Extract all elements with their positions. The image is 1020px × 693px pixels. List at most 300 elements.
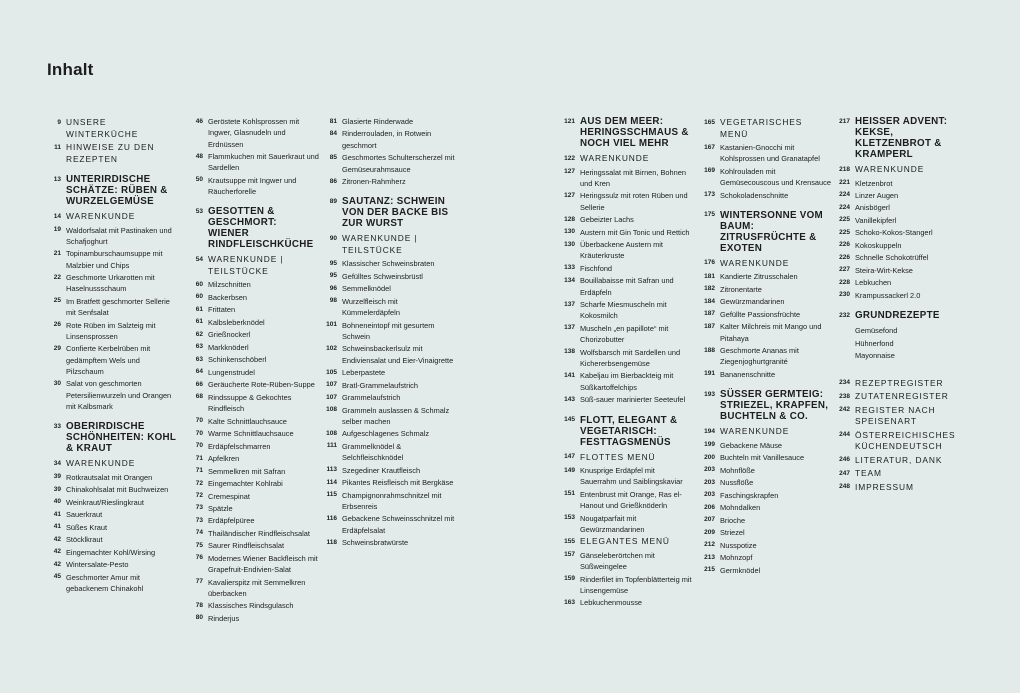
toc-section-title: ÖSTERREICHISCHES KÜCHENDEUTSCH bbox=[855, 429, 956, 452]
toc-recipe bbox=[189, 503, 319, 514]
toc-section-title: WARENKUNDE | TEILSTÜCKE bbox=[342, 233, 418, 255]
toc-section-title: WARENKUNDE bbox=[66, 211, 136, 221]
toc-recipe bbox=[700, 142, 832, 165]
page-number: 230 bbox=[839, 291, 850, 299]
toc-recipe bbox=[189, 379, 319, 390]
toc-recipe-title: Grammelknödel & Selchfleischknödel bbox=[342, 441, 404, 463]
toc-recipe-title: Vanillekipferl bbox=[855, 215, 897, 225]
toc-recipe bbox=[47, 320, 179, 343]
toc-recipe bbox=[189, 428, 319, 439]
page-number: 74 bbox=[195, 529, 203, 537]
toc-recipe bbox=[560, 574, 692, 597]
toc-recipe-title: Cremespinat bbox=[208, 491, 250, 501]
toc-chapter-title: GRUNDREZEPTE bbox=[855, 310, 940, 322]
page-number: 73 bbox=[195, 516, 203, 524]
page-number: 122 bbox=[564, 154, 575, 162]
page-number: 101 bbox=[326, 321, 337, 329]
page-number: 72 bbox=[195, 479, 203, 487]
page-number: 98 bbox=[329, 297, 337, 305]
toc-section-title: TEAM bbox=[855, 468, 882, 479]
toc-recipe-title: Thailändischer Rindfleischsalat bbox=[208, 528, 310, 538]
toc-section bbox=[700, 258, 832, 270]
toc-recipe bbox=[700, 452, 832, 463]
toc-recipe bbox=[560, 263, 692, 274]
toc-recipe-title: Geschmorte Urkarotten mit Haselnussschaum bbox=[66, 273, 155, 294]
toc-recipe-title: Rotkrautsalat mit Orangen bbox=[66, 472, 153, 482]
toc-recipe bbox=[700, 540, 832, 551]
toc-recipe-title: Kalter Milchreis mit Mango und Pitahaya bbox=[720, 322, 822, 343]
toc-section bbox=[47, 117, 179, 140]
toc-recipe bbox=[836, 240, 971, 251]
toc-recipe bbox=[836, 265, 971, 276]
toc-recipe bbox=[189, 491, 319, 502]
toc-recipe bbox=[560, 394, 692, 405]
page-number: 221 bbox=[839, 179, 850, 186]
toc-recipe bbox=[323, 392, 455, 403]
toc-recipe-title: Schinkenschöberl bbox=[208, 355, 267, 365]
toc-recipe bbox=[189, 367, 319, 378]
page-number bbox=[836, 325, 855, 327]
toc-recipe-title: Saurer Rindfleischsalat bbox=[208, 541, 284, 551]
page-number: 137 bbox=[564, 324, 575, 332]
page-number: 14 bbox=[53, 212, 61, 220]
toc-recipe-title: Pikantes Reisfleisch mit Bergkäse bbox=[342, 478, 454, 488]
page-number: 157 bbox=[564, 551, 575, 559]
toc-recipe-title: Stöcklkraut bbox=[66, 535, 103, 545]
toc-recipe bbox=[560, 239, 692, 262]
toc-chapter-title: WINTERSONNE VOM BAUM: ZITRUSFRÜCHTE & EXOTEN bbox=[720, 209, 824, 254]
toc-recipe bbox=[189, 354, 319, 365]
toc-recipe-title: Bananenschnitte bbox=[720, 369, 776, 379]
toc-section bbox=[836, 430, 971, 453]
page-number: 70 bbox=[195, 442, 203, 450]
toc-recipe bbox=[189, 577, 319, 600]
toc-recipe bbox=[47, 522, 179, 533]
page-number: 246 bbox=[839, 456, 850, 464]
toc-recipe bbox=[560, 597, 692, 608]
toc-recipe bbox=[560, 513, 692, 536]
toc-recipe bbox=[836, 178, 971, 189]
page-number: 63 bbox=[195, 343, 203, 351]
page-number: 228 bbox=[839, 278, 850, 286]
toc-recipe-title: Erdäpfelschmarren bbox=[208, 441, 271, 451]
toc-recipe bbox=[47, 534, 179, 545]
toc-recipe-title: Faschingskrapfen bbox=[720, 490, 779, 500]
page-number: 143 bbox=[564, 395, 575, 403]
toc-recipe-title: Steira-Wirt-Kekse bbox=[855, 265, 913, 275]
toc-recipe bbox=[189, 613, 319, 624]
toc-recipe-title: Süß-sauer marinierter Seeteufel bbox=[580, 395, 686, 405]
page-number: 41 bbox=[53, 523, 61, 531]
toc-chapter bbox=[323, 196, 455, 229]
toc-recipe bbox=[560, 167, 692, 190]
page-number: 145 bbox=[564, 416, 575, 423]
toc-recipe-title: Mohnflöße bbox=[720, 465, 755, 475]
toc-chapter-title: AUS DEM MEER: HERINGSSCHMAUS & NOCH VIEL MEHR bbox=[580, 116, 689, 149]
toc-recipe-title: Glasierte Rinderwade bbox=[342, 117, 414, 126]
page-number: 9 bbox=[57, 118, 61, 126]
toc-recipe-title: Milzschnitten bbox=[208, 280, 251, 290]
toc-recipe-title: Kletzenbrot bbox=[855, 178, 893, 188]
toc-recipe-title: Confierte Kerbelrüben mit gedämpftem Wels und Pilzschaum bbox=[66, 344, 151, 376]
page-number: 114 bbox=[326, 478, 337, 486]
toc-chapter-title: OBERIRDISCHE SCHÖNHEITEN: KOHL & KRAUT bbox=[66, 421, 176, 455]
toc-recipe-title: Kohlrouladen mit Gemüsecouscous und Krensauce bbox=[720, 166, 831, 188]
toc-recipe bbox=[189, 478, 319, 489]
toc-recipe-title: Chinakohlsalat mit Buchweizen bbox=[66, 485, 169, 495]
toc-recipe bbox=[323, 258, 455, 269]
toc-recipe-title: Geschmortes Schulterscherzel mit Gemüseurahmsauce bbox=[342, 153, 455, 174]
toc-recipe-title: Erdäpfelpüree bbox=[208, 516, 255, 526]
toc-recipe bbox=[836, 190, 971, 201]
toc-section bbox=[836, 405, 971, 428]
toc-recipe bbox=[700, 166, 832, 189]
toc-recipe-title: Spätzle bbox=[208, 503, 233, 513]
toc-column-4 bbox=[560, 116, 692, 610]
toc-recipe-title: Klassisches Rindsgulasch bbox=[208, 601, 294, 611]
page-number: 165 bbox=[704, 118, 715, 126]
page-number: 116 bbox=[326, 514, 337, 522]
toc-section-title: REZEPTREGISTER bbox=[855, 377, 944, 388]
toc-recipe bbox=[47, 509, 179, 520]
toc-recipe bbox=[700, 565, 832, 576]
page-number: 48 bbox=[195, 152, 203, 160]
toc-recipe bbox=[323, 271, 455, 282]
toc-section bbox=[47, 458, 179, 470]
page-number: 203 bbox=[704, 466, 715, 474]
toc-recipe bbox=[47, 296, 179, 319]
toc-recipe bbox=[560, 323, 692, 346]
toc-recipe bbox=[323, 283, 455, 294]
page-number: 224 bbox=[839, 191, 850, 199]
page-number: 187 bbox=[704, 322, 715, 330]
toc-chapter-title: GESOTTEN & GESCHMORT: WIENER RINDFLEISCHKÜCHE bbox=[208, 206, 314, 251]
toc-recipe-title: Zitronen-Rahmherz bbox=[342, 177, 406, 187]
toc-recipe-title: Nussflöße bbox=[720, 478, 754, 488]
toc-recipe bbox=[323, 296, 455, 319]
toc-recipe bbox=[323, 537, 455, 548]
page-number: 61 bbox=[195, 305, 203, 313]
page-number: 108 bbox=[326, 406, 337, 414]
page-number: 163 bbox=[564, 598, 575, 606]
toc-recipe-title: Schweinsbratwürste bbox=[342, 538, 409, 548]
toc-recipe bbox=[836, 227, 971, 238]
page-number: 107 bbox=[326, 381, 337, 389]
toc-recipe-title: Wintersalate-Pesto bbox=[66, 560, 129, 570]
toc-recipe-title: Warme Schnittlauchsauce bbox=[208, 429, 294, 439]
toc-recipe-title: Mohndalken bbox=[720, 503, 761, 513]
page-title: Inhalt bbox=[47, 60, 94, 79]
page-number: 200 bbox=[704, 453, 715, 461]
page-number: 130 bbox=[564, 228, 575, 236]
page-number: 89 bbox=[329, 197, 337, 205]
toc-chapter bbox=[47, 421, 179, 454]
toc-recipe bbox=[836, 202, 971, 213]
page-number: 203 bbox=[704, 491, 715, 499]
toc-recipe bbox=[700, 527, 832, 538]
toc-recipe-title: Bratl-Grammelaufstrich bbox=[342, 380, 418, 390]
toc-recipe-title: Eingemachter Kohlrabi bbox=[208, 479, 283, 489]
toc-section bbox=[700, 426, 832, 438]
page-number: 11 bbox=[54, 143, 61, 151]
page-number: 181 bbox=[704, 272, 715, 280]
toc-recipe-title: Germknödel bbox=[720, 565, 761, 575]
toc-recipe bbox=[700, 515, 832, 526]
page-number: 234 bbox=[839, 379, 850, 387]
page-number: 25 bbox=[53, 297, 61, 305]
page-number: 118 bbox=[326, 538, 337, 546]
page-number: 225 bbox=[839, 228, 850, 236]
toc-recipe bbox=[560, 465, 692, 488]
toc-section bbox=[47, 211, 179, 223]
toc-recipe bbox=[323, 405, 455, 428]
toc-recipe-title: Krautsuppe mit Ingwer und Räucherforelle bbox=[208, 175, 297, 197]
toc-section bbox=[560, 452, 692, 464]
toc-section bbox=[323, 233, 455, 256]
toc-recipe bbox=[189, 453, 319, 464]
page-number: 42 bbox=[53, 535, 61, 543]
toc-section-title: ZUTATENREGISTER bbox=[855, 391, 949, 402]
toc-recipe-title: Gebackene Schweinsschnitzel mit Erdäpfelsalat bbox=[342, 514, 455, 535]
page-number: 169 bbox=[704, 167, 715, 175]
toc-recipe-title: Kabeljau im Bierbackteig mit Süßkartoffelchips bbox=[580, 371, 674, 392]
toc-section bbox=[700, 117, 832, 140]
toc-recipe-title: Semmelkren mit Safran bbox=[208, 466, 286, 476]
toc-recipe-title: Flammkuchen mit Sauerkraut und Sardellen bbox=[208, 152, 319, 173]
toc-recipe bbox=[700, 321, 832, 344]
toc-recipe-title: Kastanien-Gnocchi mit Kohlsprossen und Granatapfel bbox=[720, 143, 820, 164]
toc-section-title: ELEGANTES MENÜ bbox=[580, 536, 670, 547]
toc-recipe bbox=[189, 304, 319, 315]
page-number: 39 bbox=[53, 485, 61, 493]
toc-recipe-title: Gebeizter Lachs bbox=[580, 215, 634, 225]
page-number: 247 bbox=[839, 469, 850, 477]
toc-recipe bbox=[700, 502, 832, 513]
toc-recipe bbox=[47, 559, 179, 570]
toc-recipe-title: Grammelaufstrich bbox=[342, 393, 401, 403]
toc-section-title: LITERATUR, DANK bbox=[855, 454, 943, 465]
toc-recipe-title: Rinderfilet im Topfenblätterteig mit Linsengemüse bbox=[580, 574, 692, 595]
toc-recipe bbox=[47, 572, 179, 595]
toc-section bbox=[189, 254, 319, 277]
page-number: 46 bbox=[195, 117, 203, 125]
toc-chapter-title: SAUTANZ: SCHWEIN VON DER BACKE BIS ZUR WURST bbox=[342, 196, 449, 230]
toc-recipe bbox=[323, 128, 455, 151]
toc-recipe-title: Rindssuppe & Gekochtes Rindfleisch bbox=[208, 392, 292, 414]
page-number: 34 bbox=[53, 459, 61, 467]
toc-recipe bbox=[47, 272, 179, 295]
toc-chapter bbox=[700, 210, 832, 254]
page-number: 113 bbox=[326, 466, 337, 474]
toc-section-title: WARENKUNDE bbox=[855, 164, 925, 174]
page-number: 64 bbox=[195, 368, 203, 376]
page-number: 26 bbox=[53, 321, 61, 329]
toc-recipe-title: Schweinsbackerlsulz mit Endiviensalat und Eier-Vinaigrette bbox=[342, 344, 454, 365]
page-number: 71 bbox=[195, 467, 203, 475]
page-number: 137 bbox=[564, 300, 575, 308]
toc-recipe bbox=[189, 600, 319, 611]
toc-recipe-title: Lebkuchen bbox=[855, 278, 892, 288]
toc-recipe bbox=[700, 440, 832, 451]
toc-recipe bbox=[700, 309, 832, 320]
page-number: 218 bbox=[839, 165, 850, 173]
page-number: 61 bbox=[195, 318, 203, 326]
toc-recipe-title: Frittaten bbox=[208, 305, 236, 315]
toc-recipe-title: Nougatparfait mit Gewürzmandarinen bbox=[580, 513, 645, 534]
toc-recipe bbox=[189, 416, 319, 427]
page-number: 194 bbox=[704, 427, 715, 435]
toc-recipe-title: Entenbrust mit Orange, Ras el-Hanout und Grießknöderln bbox=[580, 489, 682, 511]
toc-recipe-title: Hühnerfond bbox=[855, 338, 894, 348]
toc-recipe-title: Lungenstrudel bbox=[208, 367, 255, 377]
toc-recipe bbox=[560, 347, 692, 370]
page-number: 70 bbox=[195, 429, 203, 437]
toc-recipe-title: Gebackene Mäuse bbox=[720, 440, 783, 450]
page-number: 105 bbox=[326, 368, 337, 376]
toc-recipe-title: Mayonnaise bbox=[855, 351, 895, 361]
page-number: 212 bbox=[704, 541, 715, 549]
toc-recipe bbox=[560, 190, 692, 213]
toc-recipe-title: Geschmorter Amur mit gebackenem Chinakohl bbox=[66, 572, 144, 594]
toc-section-title: HINWEISE ZU DEN REZEPTEN bbox=[66, 142, 155, 164]
toc-recipe bbox=[836, 277, 971, 288]
page-number: 153 bbox=[564, 514, 575, 522]
toc-recipe-title: Mohnzopf bbox=[720, 553, 753, 563]
toc-section bbox=[836, 391, 971, 403]
toc-recipe-title: Gefülltes Schweinsbrüstl bbox=[342, 271, 423, 281]
page-number: 242 bbox=[839, 406, 850, 414]
page-number: 213 bbox=[704, 553, 715, 561]
toc-recipe bbox=[47, 225, 179, 248]
page-number: 81 bbox=[329, 117, 337, 125]
toc-recipe bbox=[47, 547, 179, 558]
toc-recipe-title: Knusprige Erdäpfel mit Sauerrahm und Saiblingskaviar bbox=[580, 466, 683, 487]
toc-recipe bbox=[323, 380, 455, 391]
page-number: 232 bbox=[839, 311, 850, 319]
toc-recipe bbox=[560, 275, 692, 298]
page-number: 147 bbox=[564, 453, 575, 460]
page-number: 30 bbox=[53, 379, 61, 387]
toc-recipe-title: Kandierte Zitrusschalen bbox=[720, 272, 798, 282]
toc-recipe bbox=[323, 490, 455, 513]
page-number: 95 bbox=[329, 272, 337, 280]
toc-recipe bbox=[189, 292, 319, 303]
toc-recipe-title: Scharfe Miesmuscheln mit Kokosmilch bbox=[580, 300, 667, 321]
page-number: 78 bbox=[195, 601, 203, 609]
toc-recipe-title: Kavalierspitz mit Semmelkren überbacken bbox=[208, 577, 306, 598]
toc-recipe-title: Grammeln auslassen & Schmalz selber machen bbox=[342, 405, 450, 426]
toc-recipe bbox=[700, 552, 832, 563]
page-number: 187 bbox=[704, 310, 715, 318]
page-number: 84 bbox=[329, 129, 337, 137]
page-number: 206 bbox=[704, 503, 715, 511]
toc-section-title: IMPRESSUM bbox=[855, 481, 914, 492]
page-number: 176 bbox=[704, 259, 715, 267]
page-number: 85 bbox=[329, 153, 337, 161]
toc-recipe bbox=[700, 271, 832, 282]
toc-recipe bbox=[323, 367, 455, 378]
page-number: 111 bbox=[326, 442, 337, 450]
page-number: 159 bbox=[564, 575, 575, 583]
toc-recipe bbox=[836, 338, 971, 349]
page-number: 19 bbox=[53, 226, 61, 233]
toc-recipe bbox=[323, 320, 455, 343]
toc-recipe bbox=[189, 329, 319, 340]
toc-chapter bbox=[836, 116, 971, 160]
page-number: 42 bbox=[53, 560, 61, 568]
toc-recipe-title: Muscheln „en papillote“ mit Chorizobutter bbox=[580, 323, 669, 345]
page-number: 138 bbox=[564, 348, 575, 356]
toc-column-2 bbox=[189, 116, 319, 625]
toc-section-title: WARENKUNDE | TEILSTÜCKE bbox=[208, 254, 284, 276]
toc-recipe-title: Geschmorte Ananas mit Ziegenjoghurtgranité bbox=[720, 346, 799, 367]
toc-recipe bbox=[189, 392, 319, 415]
toc-recipe-title: Geröstete Kohlsprossen mit Ingwer, Glasnudeln und Erdnüssen bbox=[208, 117, 300, 149]
toc-recipe-title: Modernes Wiener Backfleisch mit Grapefruit-Endivien-Salat bbox=[208, 553, 318, 575]
page-number: 29 bbox=[53, 344, 61, 352]
toc-section-title: WARENKUNDE bbox=[720, 257, 790, 268]
toc-recipe bbox=[47, 248, 179, 271]
page-number: 62 bbox=[195, 330, 203, 338]
toc-recipe-title: Anisbögerl bbox=[855, 203, 890, 213]
page-number: 72 bbox=[195, 492, 203, 499]
toc-recipe-title: Krampussackerl 2.0 bbox=[855, 290, 921, 300]
page-number: 130 bbox=[564, 240, 575, 248]
toc-recipe-title: Waldorfsalat mit Pastinaken und Schafjoghurt bbox=[66, 225, 172, 246]
toc-section-title: UNSERE WINTERKÜCHE bbox=[66, 117, 139, 139]
toc-section-title: VEGETARISCHES MENÜ bbox=[720, 117, 803, 139]
toc-recipe-title: Lebkuchenmousse bbox=[580, 598, 643, 608]
toc-recipe bbox=[323, 152, 455, 175]
page-number: 184 bbox=[704, 297, 715, 305]
page-number: 13 bbox=[53, 175, 61, 183]
page-number: 108 bbox=[326, 429, 337, 437]
page-number: 175 bbox=[704, 211, 715, 219]
page-number: 207 bbox=[704, 516, 715, 524]
toc-recipe-title: Apfelkren bbox=[208, 454, 240, 464]
page-number: 121 bbox=[564, 117, 575, 125]
toc-recipe bbox=[323, 176, 455, 187]
page-number: 127 bbox=[564, 168, 575, 175]
page-number: 209 bbox=[704, 528, 715, 536]
page-number: 182 bbox=[704, 285, 715, 293]
page-number: 167 bbox=[704, 143, 715, 151]
page-number: 203 bbox=[704, 478, 715, 486]
toc-recipe-title: Backerbsen bbox=[208, 292, 248, 302]
toc-recipe-title: Gemüsefond bbox=[855, 326, 898, 336]
toc-recipe bbox=[47, 484, 179, 495]
page-number: 96 bbox=[329, 284, 337, 292]
toc-recipe-title: Nusspotize bbox=[720, 540, 757, 550]
toc-chapter bbox=[560, 415, 692, 448]
toc-recipe bbox=[836, 290, 971, 301]
page-number: 217 bbox=[839, 117, 850, 125]
toc-recipe bbox=[836, 350, 971, 361]
toc-recipe-title: Topinamburschaumsuppe mit Malzbier und Chips bbox=[66, 249, 163, 270]
toc-recipe-title: Semmelknödel bbox=[342, 284, 391, 294]
page-number bbox=[836, 338, 855, 340]
toc-recipe bbox=[323, 428, 455, 439]
toc-recipe-title: Schokoladenschnitte bbox=[720, 190, 789, 200]
page-number: 42 bbox=[53, 548, 61, 556]
page-number: 115 bbox=[326, 491, 337, 499]
page-number: 151 bbox=[564, 490, 575, 498]
toc-spacer bbox=[836, 363, 971, 377]
toc-recipe-title: Brioche bbox=[720, 515, 746, 525]
toc-section bbox=[560, 153, 692, 165]
toc-chapter bbox=[189, 206, 319, 250]
page-number: 224 bbox=[839, 203, 850, 211]
